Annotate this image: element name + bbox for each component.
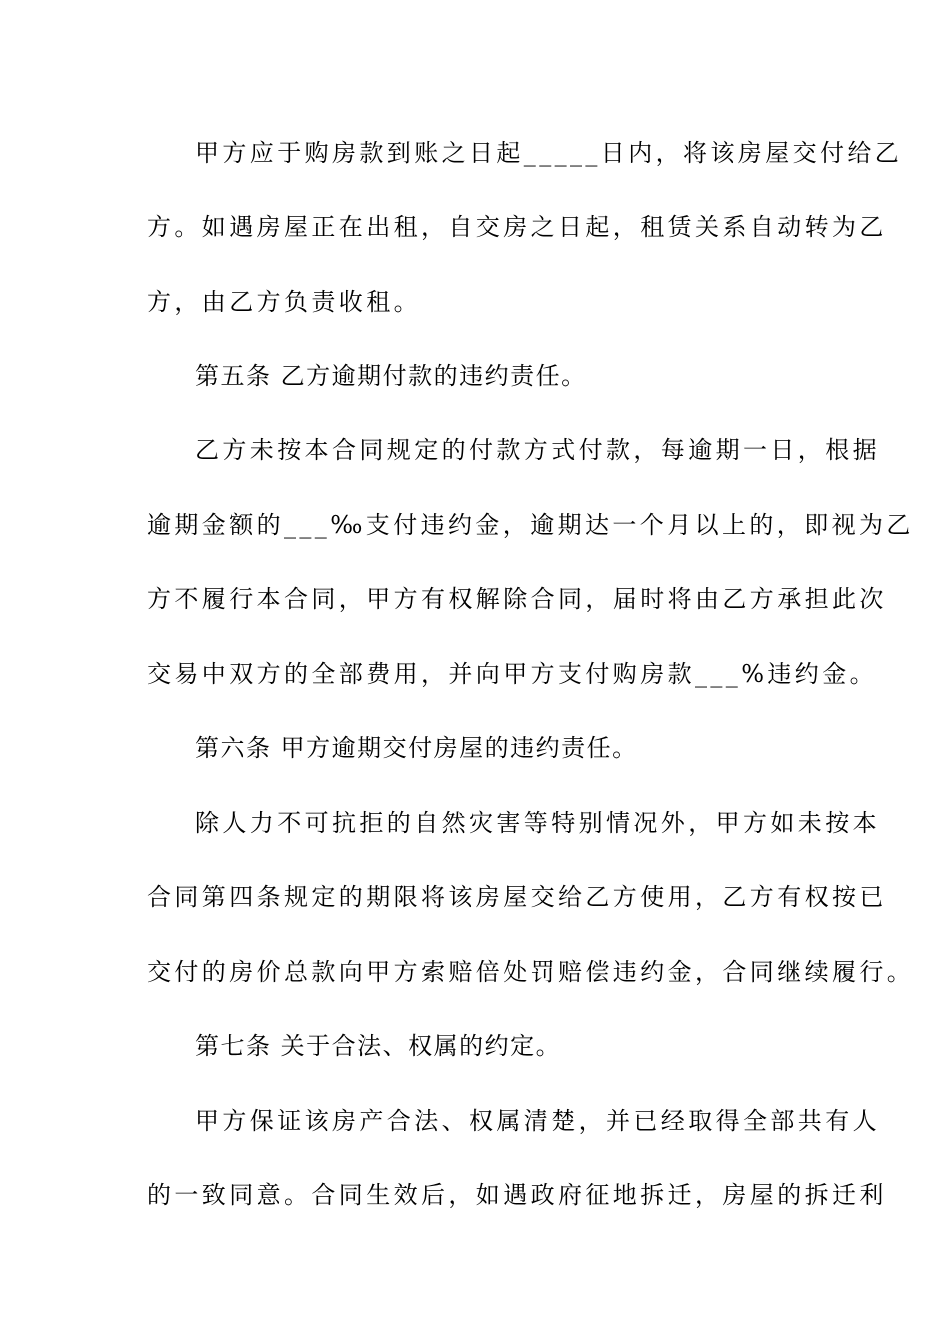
paragraph-line: 甲方应于购房款到账之日起_____日内，将该房屋交付给乙 bbox=[195, 139, 903, 167]
paragraph-line: 交易中双方的全部费用，并向甲方支付购房款___%违约金。 bbox=[147, 660, 878, 688]
section-heading: 第五条 乙方逾期付款的违约责任。 bbox=[195, 362, 587, 390]
paragraph-line: 方，由乙方负责收租。 bbox=[147, 288, 421, 316]
paragraph-line: 合同第四条规定的期限将该房屋交给乙方使用，乙方有权按已 bbox=[147, 883, 887, 911]
paragraph-line: 方不履行本合同，甲方有权解除合同，届时将由乙方承担此次 bbox=[147, 585, 887, 613]
paragraph-line: 甲方保证该房产合法、权属清楚，并已经取得全部共有人 bbox=[195, 1107, 880, 1135]
paragraph-line: 的一致同意。合同生效后，如遇政府征地拆迁，房屋的拆迁利 bbox=[147, 1181, 887, 1209]
paragraph-line: 乙方未按本合同规定的付款方式付款，每逾期一日，根据 bbox=[195, 436, 880, 464]
section-heading: 第七条 关于合法、权属的约定。 bbox=[195, 1032, 562, 1060]
section-heading: 第六条 甲方逾期交付房屋的违约责任。 bbox=[195, 734, 638, 762]
paragraph-line: 方。如遇房屋正在出租，自交房之日起，租赁关系自动转为乙 bbox=[147, 213, 887, 241]
paragraph-line: 逾期金额的___‰支付违约金，逾期达一个月以上的，即视为乙 bbox=[147, 511, 914, 539]
paragraph-line: 交付的房价总款向甲方索赔倍处罚赔偿违约金，合同继续履行。 bbox=[147, 958, 915, 986]
paragraph-line: 除人力不可抗拒的自然灾害等特别情况外，甲方如未按本 bbox=[195, 809, 880, 837]
